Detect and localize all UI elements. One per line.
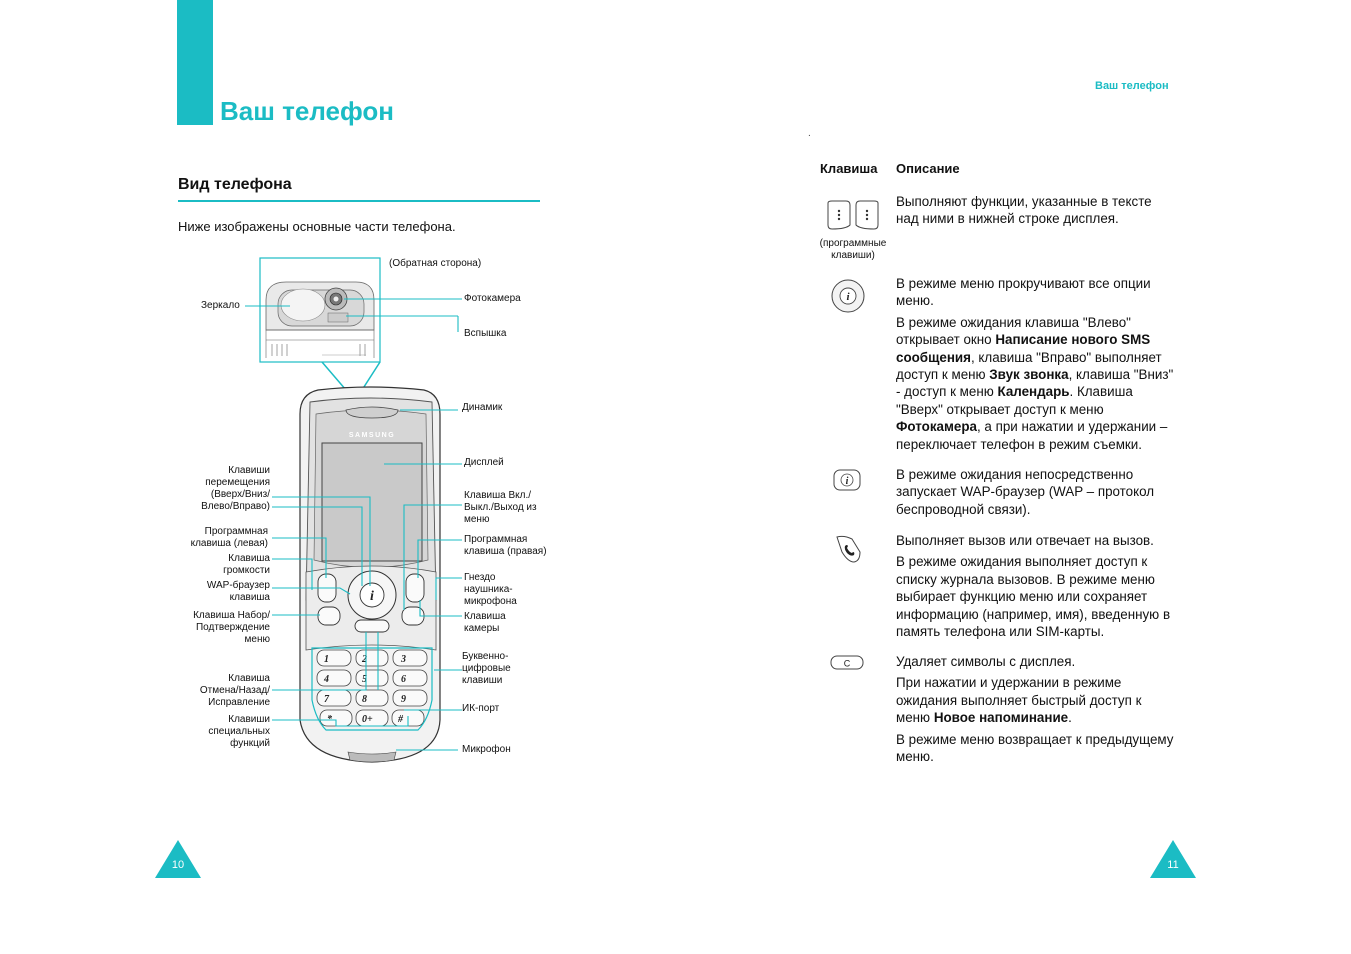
send-key-icon	[834, 534, 862, 564]
clear-key-icon	[830, 655, 864, 671]
back-side-inset	[260, 258, 380, 390]
page-number-left: 10	[155, 840, 201, 882]
soft-keys-caption: (программные клавиши)	[819, 238, 887, 261]
svg-text:0+: 0+	[362, 714, 373, 725]
svg-text:*: *	[327, 714, 332, 725]
intro-text: Ниже изображены основные части телефона.	[178, 219, 456, 234]
callout-volume: Клавиша громкости	[223, 553, 270, 576]
svg-text:2: 2	[362, 654, 367, 665]
soft-keys-icon	[826, 199, 880, 231]
svg-text:4: 4	[324, 674, 329, 685]
section-title: Вид телефона	[178, 176, 292, 193]
svg-text:6: 6	[401, 674, 406, 685]
svg-text:C: C	[843, 658, 851, 669]
callout-mirror: Зеркало	[201, 300, 240, 311]
callout-speaker: Динамик	[462, 402, 503, 413]
callout-soft-left: Программная клавиша (левая)	[190, 526, 268, 549]
svg-text:i: i	[846, 291, 850, 303]
svg-text:1: 1	[324, 654, 329, 665]
svg-text:i: i	[370, 589, 374, 604]
callout-headset: Гнездо наушника- микрофона	[464, 572, 517, 607]
column-header-description: Описание	[896, 161, 960, 176]
page-number-right: 11	[1150, 840, 1196, 882]
svg-text:3: 3	[401, 654, 406, 665]
stray-dot: .	[808, 128, 811, 139]
chapter-bar	[177, 0, 213, 125]
chapter-title: Ваш телефон	[220, 96, 394, 126]
row-navigation-description: В режиме меню прокручивают все опции меню. В режиме ожидания клавиша "Влево" открывает окно Написание нового SMS сообщения, клавиша "Вправо" выполняет доступ к меню Звук звонка, клавиша "Вниз" - доступ к меню Календарь. Клавиша "Вверх" открывает доступ к меню Фотокамера, а при нажатии и удержании – переключает телефон в режим съемки.	[896, 276, 1174, 452]
callout-wap: WAP-браузер клавиша	[206, 580, 270, 603]
callout-special: Клавиши специальных функций	[208, 714, 270, 749]
navigation-key-icon	[830, 278, 866, 314]
svg-text:5: 5	[362, 674, 367, 685]
callout-camera-key: Клавиша камеры	[464, 611, 506, 634]
row-send-description: Выполняет вызов или отвечает на вызов. В режиме ожидания выполняет доступ к списку журнала вызовов. В режиме меню выбирает функцию меню или сохраняет информацию (например, имя), введенную в память телефона или SIM-карты.	[896, 533, 1171, 640]
back-side-label: (Обратная сторона)	[389, 258, 482, 269]
callout-send: Клавиша Набор/ Подтверждение меню	[193, 610, 270, 645]
callout-nav-keys: Клавиши перемещения (Вверх/Вниз/ Влево/Вправо)	[201, 465, 270, 512]
column-header-key: Клавиша	[820, 161, 878, 176]
brand-logo: SAMSUNG	[348, 432, 396, 439]
wap-key-icon	[833, 469, 861, 491]
row-clear-description: Удаляет символы с дисплея. При нажатии и удержании в режиме ожидания выполняет быстрый доступ к меню Новое напоминание. В режиме меню возвращает к предыдущему меню.	[896, 654, 1174, 765]
section-rule	[178, 200, 540, 202]
callout-alnum: Буквенно- цифровые клавиши	[462, 651, 511, 686]
callout-camera: Фотокамера	[464, 293, 521, 304]
svg-text:i: i	[845, 476, 849, 487]
running-header: Ваш телефон	[1095, 80, 1169, 92]
svg-text:#: #	[398, 714, 403, 725]
callout-soft-right: Программная клавиша (правая)	[464, 534, 547, 557]
row-soft-keys-description: Выполняют функции, указанные в тексте над ними в нижней строке дисплея.	[896, 194, 1152, 227]
svg-text:9: 9	[401, 694, 406, 705]
row-wap-description: В режиме ожидания непосредственно запускает WAP-браузер (WAP – протокол беспроводной связи).	[896, 467, 1155, 517]
callout-mic: Микрофон	[462, 744, 511, 755]
callout-power: Клавиша Вкл./ Выкл./Выход из меню	[464, 490, 537, 525]
svg-text:7: 7	[324, 694, 329, 705]
callout-cancel: Клавиша Отмена/Назад/ Исправление	[199, 673, 270, 708]
callout-flash: Вспышка	[464, 328, 507, 339]
callout-display: Дисплей	[464, 457, 504, 468]
svg-text:8: 8	[362, 694, 367, 705]
callout-ir: ИК-порт	[462, 703, 500, 714]
